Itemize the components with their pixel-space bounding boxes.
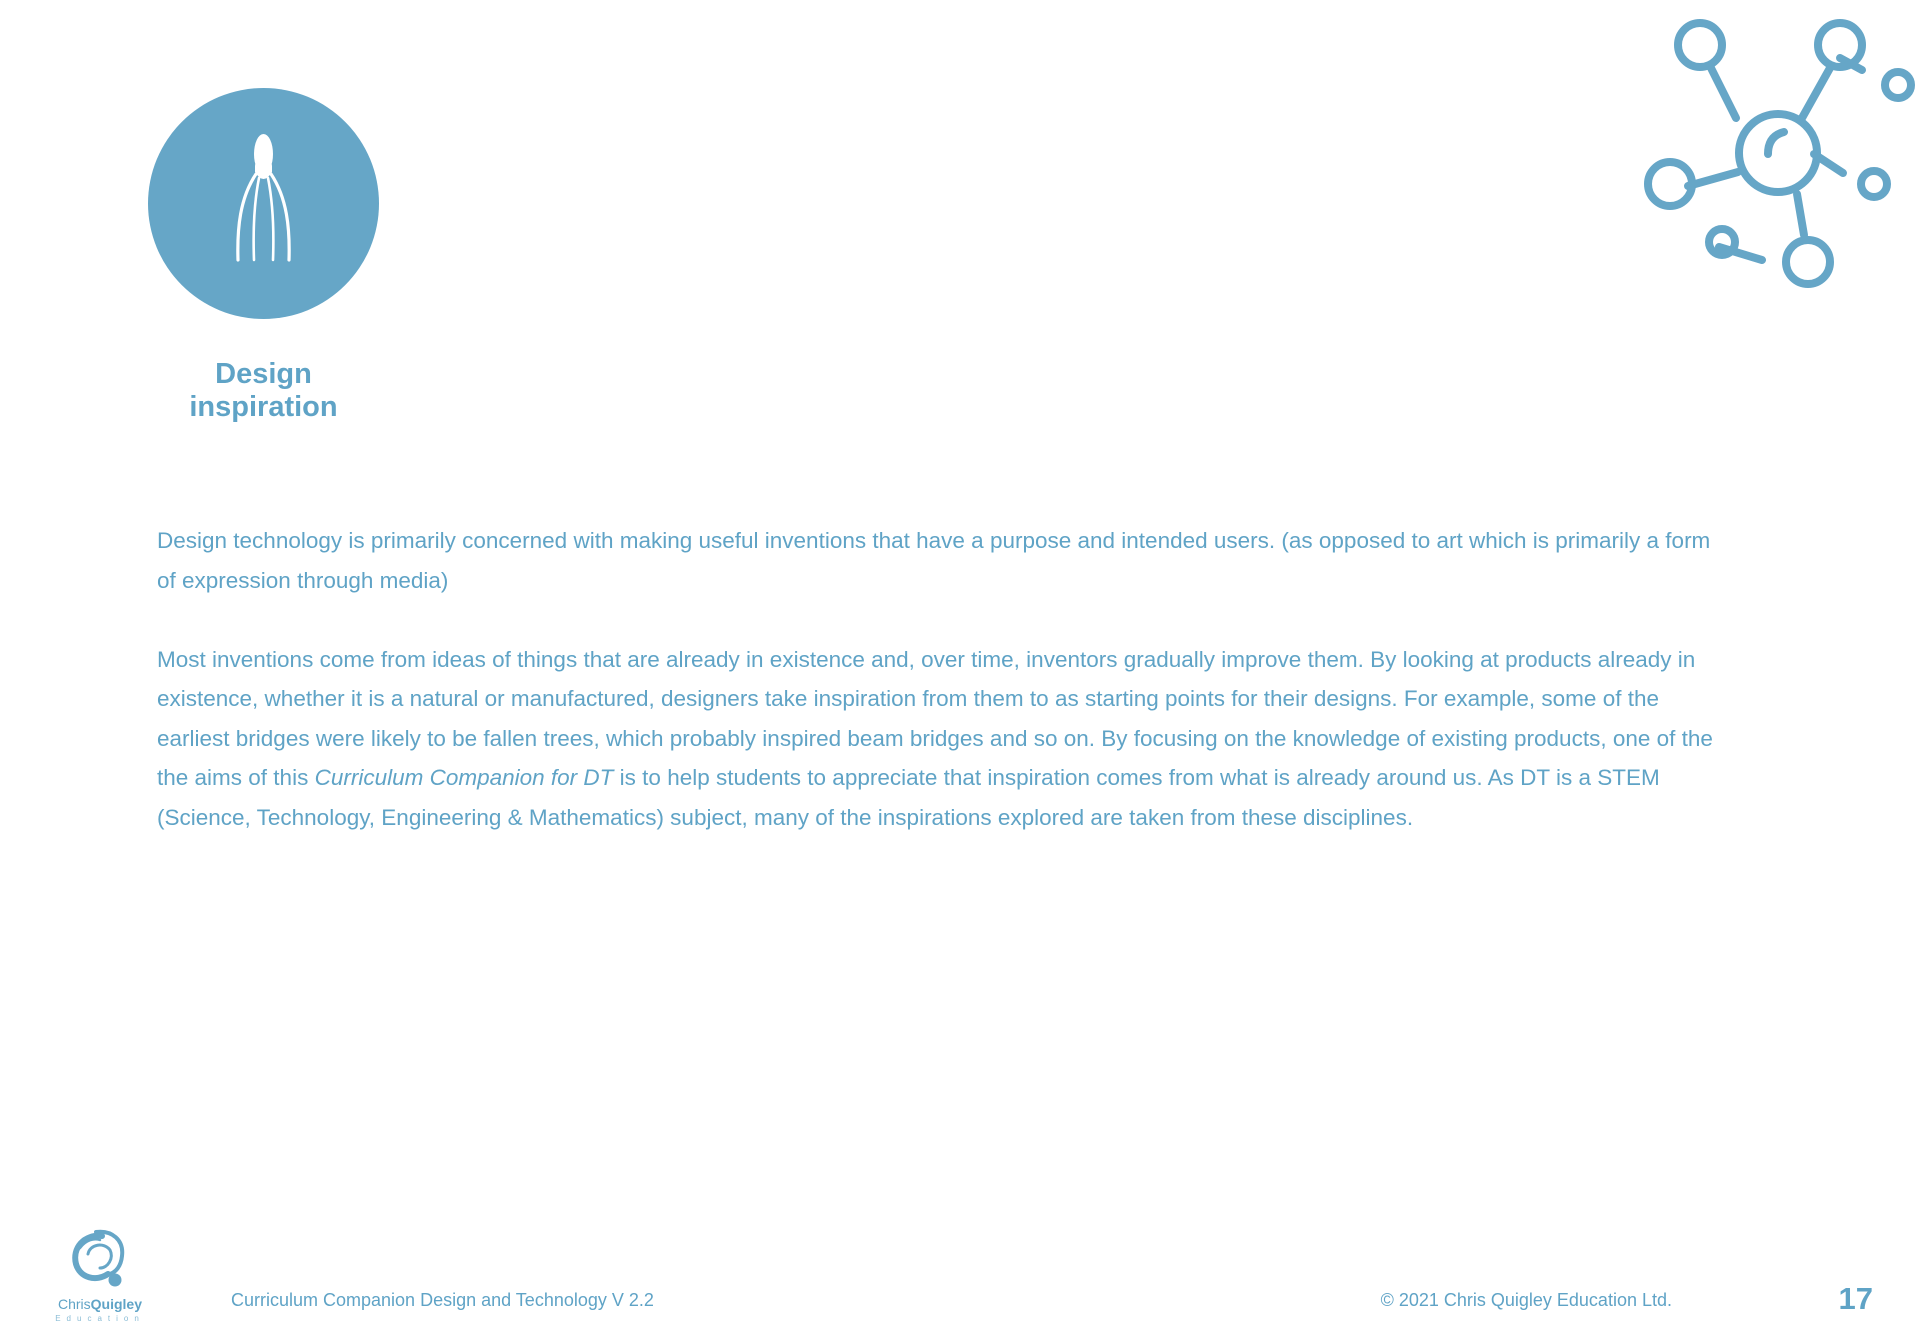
inspiration-paragraph [157,640,1727,838]
quigley-logo-icon [66,1228,136,1294]
logo-subtitle: Education [55,1314,145,1323]
topic-title [148,358,379,424]
copyright-notice: © 2021 Chris Quigley Education Ltd. [1380,1290,1672,1310]
inspiration-paragraph-end: is to help students to appreciate that inspiration comes from what is already around us. As DT is a STEM (Science, Technology, Engineering & Mathematics) subject, many of the inspirations explored are taken from these disciplines. [157,765,1660,830]
juicer-icon [148,88,379,319]
topic-title-line1: Design [215,358,312,390]
logo-name [52,1296,148,1312]
topic-badge [148,88,379,319]
logo-name-last: Quigley [90,1296,143,1312]
molecule-icon [1630,10,1920,300]
intro-paragraph: Design technology is primarily concerned with making useful inventions that have a purpose and intended users. (as opposed to art which is primarily a form of expression through media) [157,528,1711,593]
inspiration-paragraph-start: Most inventions come from ideas of things that are already in existence and, over time, inventors gradually improve them. By looking at products already in existence, whether it is a natural or manufactured, designers take inspiration from them to as starting points for their designs. For example, some of the earliest bridges were likely to be fallen trees, which probably inspired beam bridges and so on. By focusing on the knowledge of existing products, one of the the aims of this [157,646,1713,790]
publication-title: Curriculum Companion for DT [314,765,614,790]
topic-title-line2: inspiration [189,391,338,423]
document-title: Curriculum Companion Design and Technology V 2.2 [231,1290,654,1310]
page-number: 17 [1838,1281,1873,1316]
logo-name-first: Chris [57,1296,91,1312]
body-text [157,521,1727,837]
publisher-logo [52,1228,148,1328]
